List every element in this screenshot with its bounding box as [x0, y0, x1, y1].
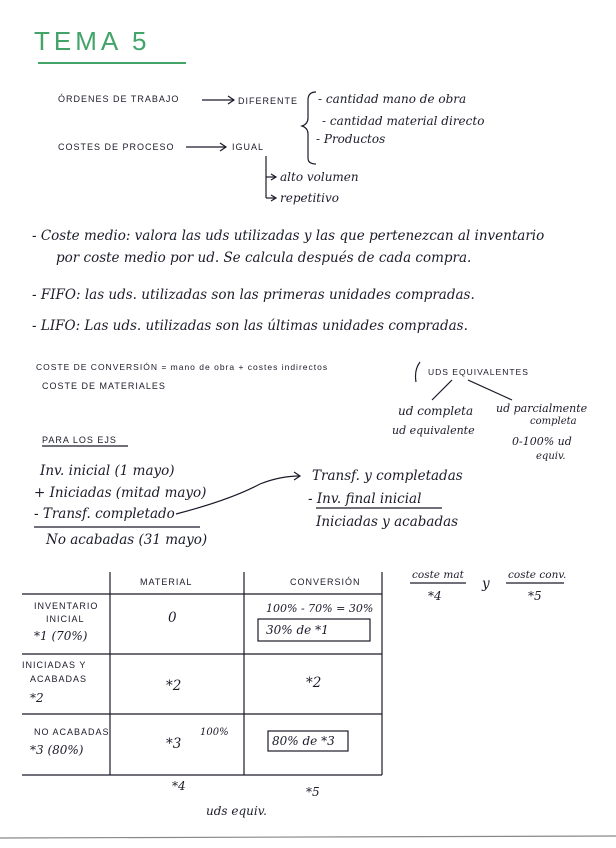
row3-label-a: NO ACABADAS	[34, 727, 110, 737]
row3-conversion: 80% de *3	[272, 734, 335, 748]
costes-proceso: COSTES DE PROCESO	[58, 142, 175, 152]
no-acabadas: No acabadas (31 mayo)	[46, 532, 208, 548]
fifo-line: - FIFO: las uds. utilizadas son las primeras unidades compradas.	[32, 287, 475, 303]
coste-conv: coste conv.	[508, 569, 567, 581]
coste-medio-line1: - Coste medio: valora las uds utilizadas y las que pertenezcan al inventario	[32, 228, 545, 244]
diferente-label: DIFERENTE	[238, 96, 299, 106]
page-title: TEMA 5	[34, 26, 151, 56]
row1-conversion-a: 100% - 70% = 30%	[266, 602, 374, 615]
equiv-label: equiv.	[536, 451, 566, 462]
bullet-material: - cantidad material directo	[322, 114, 485, 128]
inv-final: - Inv. final inicial	[308, 491, 422, 507]
transf-completadas: Transf. y completadas	[312, 468, 463, 484]
row2-label-c: *2	[30, 691, 44, 705]
row2-conversion: *2	[306, 675, 322, 691]
lifo-line: - LIFO: Las uds. utilizadas son las últimas unidades compradas.	[32, 318, 468, 334]
table-header-conversion: CONVERSIÓN	[290, 577, 361, 587]
row2-label-a: INICIADAS Y	[22, 660, 87, 670]
ud-equivalente: ud equivalente	[392, 424, 475, 437]
ud-completa: ud completa	[398, 404, 474, 418]
footer-conversion: *5	[306, 785, 320, 799]
ejs-heading: PARA LOS EJS	[42, 435, 117, 445]
bullet-productos: - Productos	[316, 132, 386, 146]
igual-label: IGUAL	[232, 142, 265, 152]
alto-volumen: alto volumen	[280, 170, 359, 184]
row3-material-note: 100%	[200, 727, 229, 738]
y-connector: y	[482, 576, 490, 592]
footer-material: *4	[172, 779, 186, 793]
coste-medio-line2: por coste medio por ud. Se calcula después de cada compra.	[56, 250, 472, 266]
ud-parcial: ud parcialmente	[496, 402, 588, 415]
coste-mat: coste mat	[412, 569, 464, 581]
bullet-mano-obra: - cantidad mano de obra	[318, 92, 467, 106]
completa-label: completa	[530, 416, 577, 427]
row1-label-a: INVENTARIO	[34, 601, 99, 611]
row2-material: *2	[166, 678, 182, 694]
table-header-material: MATERIAL	[140, 577, 193, 587]
inv-inicial: Inv. inicial (1 mayo)	[40, 463, 175, 479]
star5: *5	[528, 589, 542, 603]
iniciadas-acabadas: Iniciadas y acabadas	[316, 514, 459, 530]
row3-material: *3	[166, 736, 182, 752]
transf-completado: - Transf. completado	[34, 506, 175, 522]
row3-label-b: *3 (80%)	[30, 743, 84, 757]
uds-equivalentes: UDS EQUIVALENTES	[428, 367, 529, 377]
repetitivo: repetitivo	[280, 191, 339, 205]
row1-conversion-b: 30% de *1	[266, 623, 329, 637]
coste-conversion: COSTE DE CONVERSIÓN = mano de obra + costes indirectos	[36, 362, 329, 372]
coste-materiales: COSTE DE MATERIALES	[42, 381, 166, 391]
ordenes-trabajo: ÓRDENES DE TRABAJO	[58, 94, 180, 104]
row2-label-b: ACABADAS	[30, 674, 88, 684]
rango-label: 0-100% ud	[512, 435, 572, 448]
iniciadas: + Iniciadas (mitad mayo)	[34, 485, 207, 501]
table-caption: uds equiv.	[206, 804, 267, 818]
row1-material: 0	[168, 610, 177, 626]
row1-label-b: INICIAL	[46, 614, 85, 624]
row1-label-c: *1 (70%)	[34, 629, 88, 643]
star4: *4	[428, 589, 442, 603]
